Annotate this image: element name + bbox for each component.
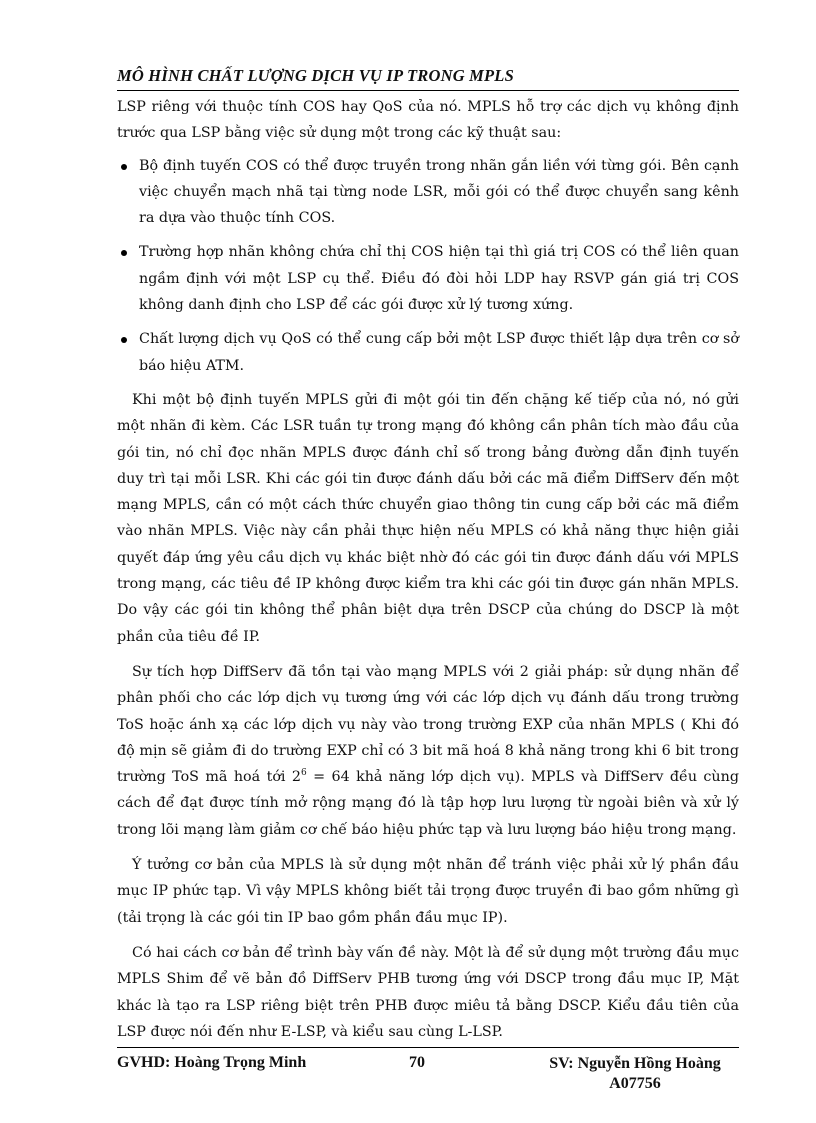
paragraph-lsr: Khi một bộ định tuyến MPLS gửi đi một gói tin đến chặng kế tiếp của nó, nó gửi một nhãn đi kèm. Các LSR tuần tự trong mạng đó không cần phân tích mào đầu của gói tin, nó chỉ đọc nhãn MPLS được đánh chỉ số trong bảng đường dẫn định tuyến duy trì tại mỗi LSR. Khi các gói tin được đánh dấu bởi các mã điểm DiffServ đến một mạng MPLS, cần có một cách thức chuyển giao thông tin cung cấp bởi các mã điểm vào nhãn MPLS. Việc này cần phải thực hiện nếu MPLS có khả năng thực hiện giải quyết đáp ứng yêu cầu dịch vụ khác biệt nhờ đó các gói tin được đánh dấu với MPLS trong mạng, các tiêu đề IP không được kiểm tra khi các gói tin được gán nhãn MPLS. Do vậy các gói tin không thể phân biệt dựa trên DSCP của chúng do DSCP là một phần của tiêu đề IP.	[117, 391, 739, 645]
bullet-dot-icon	[121, 164, 127, 170]
bullet-dot-icon	[121, 250, 127, 256]
footer-student: SV: Nguyễn Hồng Hoàng	[549, 1055, 721, 1072]
footer-instructor: GVHD: Hoàng Trọng Minh	[117, 1054, 307, 1071]
header-title: MÔ HÌNH CHẤT LƯỢNG DỊCH VỤ IP TRONG MPLS	[117, 66, 514, 85]
bullet-item	[117, 239, 739, 318]
page-content	[117, 94, 739, 1045]
bullet-text: Trường hợp nhãn không chứa chỉ thị COS hiện tại thì giá trị COS có thể liên quan ngầm định với một LSP cụ thể. Điều đó đòi hỏi LDP hay RSVP gán giá trị COS không danh định cho LSP để các gói được xử lý tương xứng.	[139, 244, 739, 314]
paragraph-diffserv-text-b: = 64 khả năng lớp dịch vụ). MPLS và DiffServ đều cùng cách để đạt được tính mở rộng mạng đó là tập hợp lưu lượng từ ngoài biên và xử lý trong lõi mạng làm giảm cơ chế báo hiệu phức tạp và lưu lượng báo hiệu trong mạng.	[117, 769, 739, 838]
footer-student-block	[535, 1054, 735, 1094]
paragraph-diffserv	[117, 659, 739, 843]
intro-paragraph: LSP riêng với thuộc tính COS hay QoS của nó. MPLS hỗ trợ các dịch vụ không định trước qua LSP bằng việc sử dụng một trong các kỹ thuật sau:	[117, 99, 739, 142]
bullet-list	[117, 153, 739, 379]
paragraph-idea: Ý tưởng cơ bản của MPLS là sử dụng một nhãn để tránh việc phải xử lý phần đầu mục IP phức tạp. Vì vậy MPLS không biết tải trọng được truyền đi bao gồm những gì (tải trọng là các gói tin IP bao gồm phần đầu mục IP).	[117, 857, 739, 926]
paragraph-diffserv-text-a: Sự tích hợp DiffServ đã tồn tại vào mạng MPLS với 2 giải pháp: sử dụng nhãn để phân phối cho các lớp dịch vụ tương ứng với các lớp dịch vụ đánh dấu trong trường ToS hoặc ánh xạ các lớp dịch vụ này vào trong trường EXP của nhãn MPLS ( Khi đó độ mịn sẽ giảm đi do trường EXP chỉ có 3 bit mã hoá 8 khả năng trong khi 6 bit trong trường ToS mã hoá tới 2	[117, 663, 739, 786]
footer-student-id: A07756	[609, 1075, 661, 1092]
page-header	[117, 66, 739, 91]
footer-page-number: 70	[409, 1054, 425, 1071]
bullet-dot-icon	[121, 337, 127, 343]
bullet-item	[117, 153, 739, 232]
superscript-exponent: 6	[300, 768, 307, 779]
page-footer	[117, 1047, 739, 1092]
bullet-item	[117, 326, 739, 379]
paragraph-methods: Có hai cách cơ bản để trình bày vấn đề này. Một là để sử dụng một trường đầu mục MPLS Shim để vẽ bản đồ DiffServ PHB tương ứng với DSCP trong đầu mục IP, Mặt khác là tạo ra LSP riêng biệt trên PHB được miêu tả bằng DSCP. Kiểu đầu tiên của LSP được nói đến như E-LSP, và kiểu sau cùng L-LSP.	[117, 944, 739, 1040]
bullet-text: Chất lượng dịch vụ QoS có thể cung cấp bởi một LSP được thiết lập dựa trên cơ sở báo hiệu ATM.	[139, 331, 739, 374]
bullet-text: Bộ định tuyến COS có thể được truyền trong nhãn gắn liền với từng gói. Bên cạnh việc chuyển mạch nhã tại từng node LSR, mỗi gói có thể được chuyển sang kênh ra dựa vào thuộc tính COS.	[139, 157, 739, 227]
